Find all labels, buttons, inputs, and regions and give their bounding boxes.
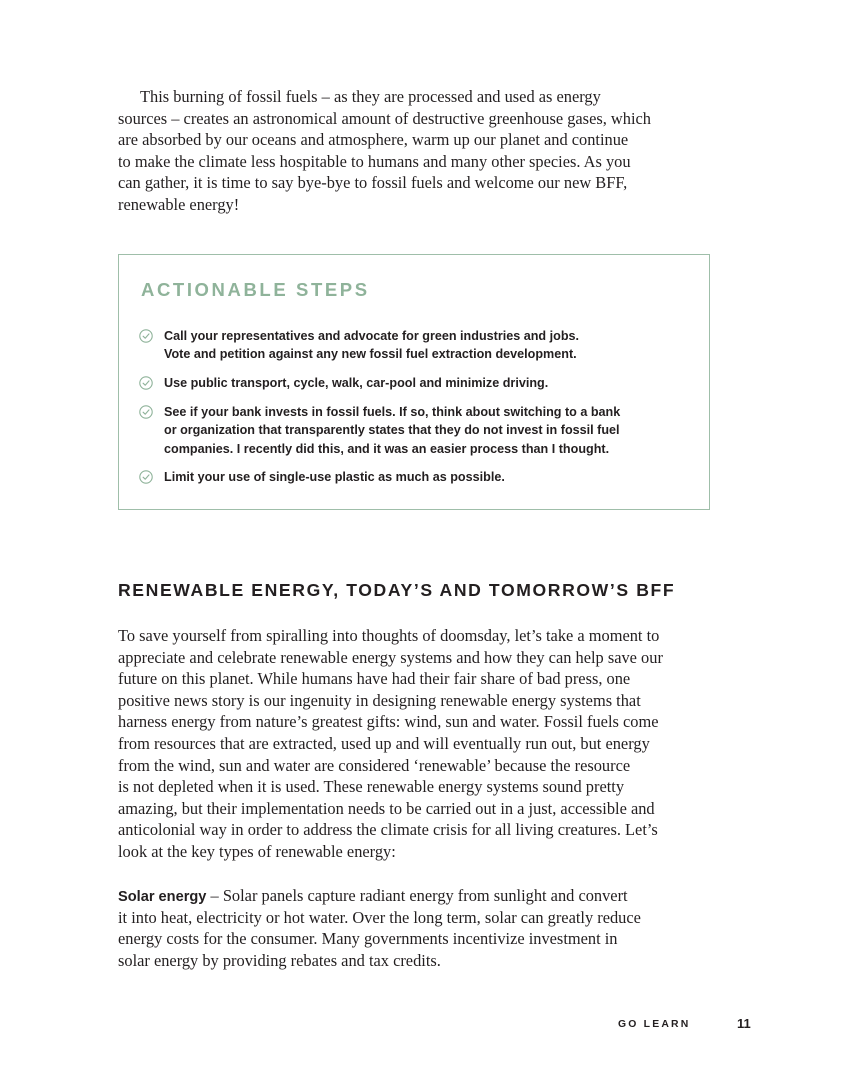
solar-line: energy costs for the consumer. Many governments incentivize investment in: [118, 929, 618, 949]
body-line: future on this planet. While humans have had their fair share of bad press, one: [118, 669, 631, 689]
body-line: positive news story is our ingenuity in designing renewable energy systems that: [118, 690, 641, 710]
check-circle-icon: [139, 470, 153, 484]
intro-line: to make the climate less hospitable to humans and many other species. As you: [118, 151, 631, 171]
solar-first-line: [118, 885, 641, 907]
intro-line: are absorbed by our oceans and atmosphere, warm up our planet and continue: [118, 130, 629, 150]
step-text: [164, 374, 548, 392]
solar-line: it into heat, electricity or hot water. Over the long term, solar can greatly reduce: [118, 907, 641, 927]
check-circle-icon: [139, 376, 153, 390]
step-text: [164, 468, 505, 486]
solar-energy-paragraph: [118, 885, 641, 971]
body-line: amazing, but their implementation needs to be carried out in a just, accessible and: [118, 798, 655, 818]
body-line: from the wind, sun and water are considered ‘renewable’ because the resource: [118, 755, 631, 775]
step-text: [164, 327, 579, 364]
solar-line: solar energy by providing rebates and tax credits.: [118, 950, 441, 970]
intro-line: can gather, it is time to say bye-bye to fossil fuels and welcome our new BFF,: [118, 173, 628, 193]
check-circle-icon: [139, 329, 153, 343]
step-line: companies. I recently did this, and it was an easier process than I thought.: [164, 441, 610, 456]
intro-paragraph: [118, 86, 651, 216]
body-line: from resources that are extracted, used up and will eventually run out, but energy: [118, 733, 650, 753]
step-line: Vote and petition against any new fossil fuel extraction development.: [164, 347, 577, 362]
body-line: appreciate and celebrate renewable energy systems and how they can help save our: [118, 647, 663, 667]
intro-line: sources – creates an astronomical amount of destructive greenhouse gases, which: [118, 108, 651, 128]
intro-line: This burning of fossil fuels – as they are processed and used as energy: [140, 87, 601, 106]
body-line: To save yourself from spiralling into thoughts of doomsday, let’s take a moment to: [118, 626, 660, 645]
page-number: 11: [737, 1016, 751, 1031]
step-line: Use public transport, cycle, walk, car-pool and minimize driving.: [164, 376, 549, 390]
renewable-energy-paragraph: [118, 625, 663, 863]
footer-section-label: GO LEARN: [618, 1019, 691, 1030]
solar-energy-lead: Solar energy: [118, 889, 207, 905]
actionable-steps-title: ACTIONABLE STEPS: [141, 279, 370, 300]
step-line: See if your bank invests in fossil fuels. If so, think about switching to a bank: [164, 405, 621, 419]
step-line: Call your representatives and advocate for green industries and jobs.: [164, 329, 580, 343]
intro-line: renewable energy!: [118, 194, 240, 214]
check-circle-icon: [139, 405, 153, 419]
body-line: harness energy from nature’s greatest gifts: wind, sun and water. Fossil fuels come: [118, 712, 659, 732]
body-line: look at the key types of renewable energy:: [118, 841, 396, 861]
step-line: or organization that transparently states that they do not invest in fossil fuel: [164, 423, 620, 438]
step-text: [164, 403, 620, 458]
section-heading: RENEWABLE ENERGY, TODAY’S AND TOMORROW’S BFF: [118, 580, 676, 600]
body-line: anticolonial way in order to address the climate crisis for all living creatures. Let’s: [118, 820, 658, 840]
body-line: is not depleted when it is used. These renewable energy systems sound pretty: [118, 777, 625, 797]
step-line: Limit your use of single-use plastic as much as possible.: [164, 470, 505, 484]
actionable-steps-box: [118, 254, 710, 510]
solar-first-line-rest: – Solar panels capture radiant energy from sunlight and convert: [206, 886, 628, 905]
